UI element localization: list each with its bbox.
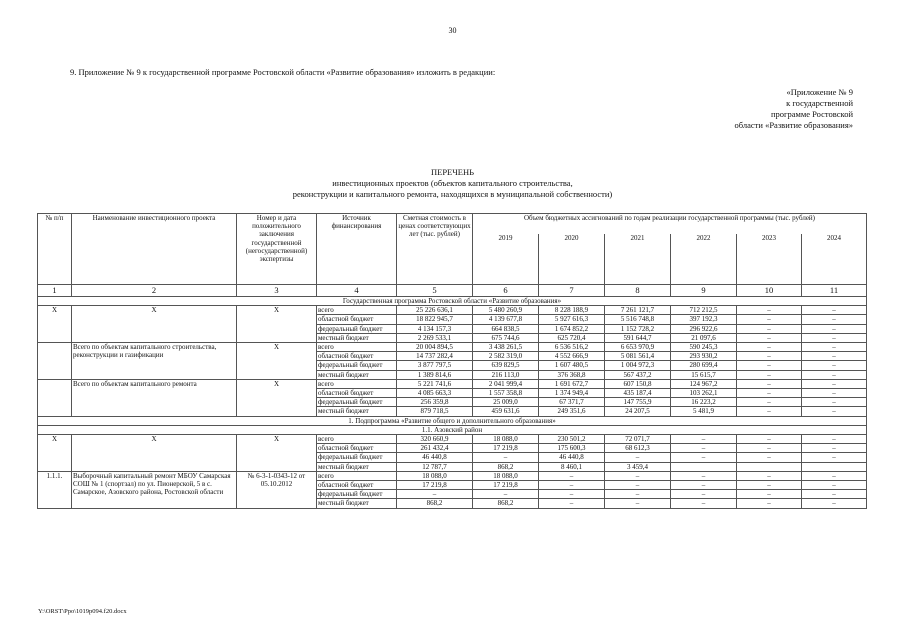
amount-cell: – <box>802 389 867 398</box>
amount-cell: – <box>737 490 802 499</box>
amount-cell: – <box>802 444 867 453</box>
funding-source: федеральный бюджет <box>317 490 397 499</box>
funding-source: федеральный бюджет <box>317 361 397 370</box>
header-no: № п/п <box>38 214 72 285</box>
header-year: 2023 <box>737 234 802 285</box>
amount-cell: 1 389 814,6 <box>397 370 473 379</box>
amount-cell: 72 071,7 <box>605 435 671 444</box>
funding-source: всего <box>317 471 397 480</box>
page-number: 30 <box>448 26 457 35</box>
header-year: 2021 <box>605 234 671 285</box>
amount-cell: – <box>671 499 737 508</box>
expertise-conclusion: № 6-3-1-0343-12 от 05.10.2012 <box>237 471 317 508</box>
header-year: 2024 <box>802 234 867 285</box>
amount-cell: 8 460,1 <box>539 462 605 471</box>
header-year: 2022 <box>671 234 737 285</box>
amount-cell: 147 755,9 <box>605 398 671 407</box>
amount-cell: – <box>802 499 867 508</box>
column-index-row <box>38 285 867 297</box>
amount-cell: 7 261 121,7 <box>605 306 671 315</box>
amount-cell: – <box>737 453 802 462</box>
appendix-line: области «Развитие образования» <box>734 120 853 130</box>
footer-file-path: Y:\ORST\Ppo\1019p094.f20.docx <box>38 608 127 615</box>
amount-cell: 24 207,5 <box>605 407 671 416</box>
amount-cell: – <box>802 435 867 444</box>
funding-source: областной бюджет <box>317 481 397 490</box>
amount-cell: 2 041 999,4 <box>473 379 539 388</box>
expertise-conclusion: X <box>237 435 317 472</box>
funding-source: федеральный бюджет <box>317 324 397 333</box>
subprogram-title: 1. Подпрограмма «Развитие общего и дополнительного образования» <box>38 416 867 425</box>
funding-source: всего <box>317 379 397 388</box>
amount-cell: – <box>671 471 737 480</box>
funding-source: местный бюджет <box>317 499 397 508</box>
amount-cell: 230 501,2 <box>539 435 605 444</box>
amount-cell: – <box>539 490 605 499</box>
amount-cell: 868,2 <box>473 499 539 508</box>
amount-cell: 46 440,8 <box>539 453 605 462</box>
funding-source: местный бюджет <box>317 370 397 379</box>
amount-cell: – <box>737 499 802 508</box>
investment-projects-table <box>37 213 866 509</box>
row-number <box>38 343 72 380</box>
amount-cell: – <box>605 490 671 499</box>
funding-source: областной бюджет <box>317 315 397 324</box>
amount-cell: 3 438 261,5 <box>473 343 539 352</box>
amount-cell: 5 221 741,6 <box>397 379 473 388</box>
amount-cell: 435 187,4 <box>605 389 671 398</box>
amount-cell: 6 653 970,9 <box>605 343 671 352</box>
amount-cell: 280 699,4 <box>671 361 737 370</box>
amount-cell: 639 829,5 <box>473 361 539 370</box>
amount-cell: – <box>737 389 802 398</box>
amount-cell <box>737 462 802 471</box>
project-name: Выборочный капитальный ремонт МБОУ Самарская СОШ № 1 (спортзал) по ул. Пионерской, 5 в с. Самарское, Азовского района, Ростовской области <box>72 471 237 508</box>
amount-cell: 664 838,5 <box>473 324 539 333</box>
table-row <box>38 435 867 444</box>
amount-cell: 18 822 945,7 <box>397 315 473 324</box>
document-title <box>0 167 905 200</box>
amount-cell: – <box>671 490 737 499</box>
amount-cell: 249 351,6 <box>539 407 605 416</box>
project-name: Всего по объектам капитального строительства, реконструкции и газификации <box>72 343 237 380</box>
funding-source: областной бюджет <box>317 352 397 361</box>
amount-cell: 4 134 157,3 <box>397 324 473 333</box>
amount-cell: – <box>802 306 867 315</box>
amount-cell: – <box>737 315 802 324</box>
amount-cell: 296 922,6 <box>671 324 737 333</box>
amount-cell: 67 371,7 <box>539 398 605 407</box>
header-cost: Сметная стоимость в ценах соответствующих лет (тыс. рублей) <box>397 214 473 285</box>
program-title-row <box>38 297 867 306</box>
amount-cell: 293 930,2 <box>671 352 737 361</box>
amount-cell: 1 557 358,8 <box>473 389 539 398</box>
amount-cell: – <box>802 398 867 407</box>
expertise-conclusion: X <box>237 306 317 343</box>
amount-cell: – <box>671 453 737 462</box>
district-title: 1.1. Азовский район <box>38 425 867 434</box>
table-row <box>38 379 867 388</box>
amount-cell: 124 967,2 <box>671 379 737 388</box>
amount-cell: 320 660,9 <box>397 435 473 444</box>
amount-cell: – <box>737 324 802 333</box>
amount-cell: 4 139 677,8 <box>473 315 539 324</box>
amount-cell: 14 737 282,4 <box>397 352 473 361</box>
amount-cell: – <box>605 471 671 480</box>
amount-cell: – <box>802 370 867 379</box>
amount-cell: 868,2 <box>473 462 539 471</box>
project-name: X <box>72 306 237 343</box>
column-index: 11 <box>802 285 867 297</box>
amount-cell: 2 582 319,0 <box>473 352 539 361</box>
funding-source: всего <box>317 435 397 444</box>
amount-cell: 18 088,0 <box>473 435 539 444</box>
amount-cell: 1 674 852,2 <box>539 324 605 333</box>
amount-cell: 261 432,4 <box>397 444 473 453</box>
amount-cell: – <box>737 343 802 352</box>
amount-cell: 5 480 260,9 <box>473 306 539 315</box>
funding-source: областной бюджет <box>317 389 397 398</box>
amount-cell: – <box>802 453 867 462</box>
amount-cell: 175 600,3 <box>539 444 605 453</box>
column-index: 7 <box>539 285 605 297</box>
amount-cell: – <box>605 499 671 508</box>
project-name: Всего по объектам капитального ремонта <box>72 379 237 416</box>
row-number: X <box>38 435 72 472</box>
amount-cell: 20 004 894,5 <box>397 343 473 352</box>
amount-cell: – <box>802 343 867 352</box>
expertise-conclusion: X <box>237 343 317 380</box>
amount-cell: – <box>737 370 802 379</box>
header-year: 2019 <box>473 234 539 285</box>
amount-cell: 25 009,0 <box>473 398 539 407</box>
amount-cell: 12 787,7 <box>397 462 473 471</box>
amount-cell: – <box>802 352 867 361</box>
amount-cell: 1 607 480,5 <box>539 361 605 370</box>
amount-cell: – <box>802 361 867 370</box>
amount-cell <box>671 462 737 471</box>
amount-cell: 3 877 797,5 <box>397 361 473 370</box>
amount-cell: – <box>539 481 605 490</box>
amount-cell: – <box>671 481 737 490</box>
appendix-reference <box>653 87 853 131</box>
funding-source: всего <box>317 306 397 315</box>
amount-cell: – <box>605 453 671 462</box>
header-conclusion: Номер и дата положительного заключения государственной (негосударственной) экспертизы <box>237 214 317 285</box>
header-year: 2020 <box>539 234 605 285</box>
header-name: Наименование инвестиционного проекта <box>72 214 237 285</box>
expertise-conclusion: X <box>237 379 317 416</box>
amount-cell: – <box>539 471 605 480</box>
amount-cell: – <box>802 324 867 333</box>
amount-cell: 567 437,2 <box>605 370 671 379</box>
amount-cell: 459 631,6 <box>473 407 539 416</box>
funding-source: местный бюджет <box>317 333 397 342</box>
amount-cell: – <box>802 490 867 499</box>
row-number: 1.1.1. <box>38 471 72 508</box>
amount-cell: 8 228 188,9 <box>539 306 605 315</box>
column-index: 9 <box>671 285 737 297</box>
amount-cell: 607 150,8 <box>605 379 671 388</box>
amount-cell: 590 245,3 <box>671 343 737 352</box>
amount-cell: – <box>671 435 737 444</box>
amount-cell: – <box>737 352 802 361</box>
row-number <box>38 379 72 416</box>
amount-cell: 1 691 672,7 <box>539 379 605 388</box>
amount-cell: – <box>605 481 671 490</box>
amount-cell: 17 219,8 <box>473 444 539 453</box>
funding-source: местный бюджет <box>317 462 397 471</box>
amount-cell: 5 516 748,8 <box>605 315 671 324</box>
amount-cell: – <box>737 435 802 444</box>
amount-cell: – <box>473 453 539 462</box>
amount-cell: 1 004 972,3 <box>605 361 671 370</box>
amount-cell: – <box>539 499 605 508</box>
header-volume: Объем бюджетных ассигнований по годам реализации государственной программы (тыс. рублей) <box>473 214 867 235</box>
title-line: инвестиционных проектов (объектов капитального строительства, <box>332 178 573 188</box>
funding-source: областной бюджет <box>317 444 397 453</box>
appendix-line: к государственной <box>786 98 853 108</box>
amount-cell: 25 226 636,1 <box>397 306 473 315</box>
amount-cell: 216 113,0 <box>473 370 539 379</box>
funding-source: федеральный бюджет <box>317 398 397 407</box>
title-line: реконструкции и капитального ремонта, находящихся в муниципальной собственности) <box>292 189 613 199</box>
table-row <box>38 471 867 480</box>
funding-source: местный бюджет <box>317 407 397 416</box>
amount-cell: – <box>802 315 867 324</box>
funding-source: федеральный бюджет <box>317 453 397 462</box>
amount-cell: – <box>737 471 802 480</box>
amount-cell: – <box>737 333 802 342</box>
amount-cell: 868,2 <box>397 499 473 508</box>
amount-cell: 18 088,0 <box>397 471 473 480</box>
amount-cell: 675 744,6 <box>473 333 539 342</box>
amount-cell: 1 374 949,4 <box>539 389 605 398</box>
amount-cell: 21 097,6 <box>671 333 737 342</box>
amount-cell: 397 192,3 <box>671 315 737 324</box>
amount-cell: 17 219,8 <box>397 481 473 490</box>
amount-cell <box>802 462 867 471</box>
amount-cell: 46 440,8 <box>397 453 473 462</box>
header-source: Источник финансирования <box>317 214 397 285</box>
column-index: 8 <box>605 285 671 297</box>
amount-cell: – <box>802 481 867 490</box>
table-row <box>38 306 867 315</box>
intro-paragraph: 9. Приложение № 9 к государственной программе Ростовской области «Развитие образования» изложить в редакции: <box>70 67 496 77</box>
column-index: 4 <box>317 285 397 297</box>
amount-cell: 15 615,7 <box>671 370 737 379</box>
amount-cell: 6 536 516,2 <box>539 343 605 352</box>
amount-cell: 68 612,3 <box>605 444 671 453</box>
amount-cell: – <box>737 407 802 416</box>
amount-cell: – <box>802 471 867 480</box>
amount-cell: – <box>737 361 802 370</box>
amount-cell: 1 152 728,2 <box>605 324 671 333</box>
column-index: 2 <box>72 285 237 297</box>
amount-cell: 5 481,9 <box>671 407 737 416</box>
amount-cell: – <box>737 379 802 388</box>
amount-cell: 3 459,4 <box>605 462 671 471</box>
amount-cell: – <box>737 306 802 315</box>
amount-cell: 4 552 666,9 <box>539 352 605 361</box>
amount-cell: – <box>802 379 867 388</box>
amount-cell: – <box>802 407 867 416</box>
amount-cell: – <box>802 333 867 342</box>
amount-cell: – <box>397 490 473 499</box>
amount-cell: – <box>737 444 802 453</box>
project-name: X <box>72 435 237 472</box>
program-title: Государственная программа Ростовской области «Развитие образования» <box>38 297 867 306</box>
title-line: ПЕРЕЧЕНЬ <box>431 167 474 177</box>
column-index: 3 <box>237 285 317 297</box>
amount-cell: 591 644,7 <box>605 333 671 342</box>
amount-cell: – <box>737 481 802 490</box>
amount-cell: – <box>737 398 802 407</box>
amount-cell: 103 262,1 <box>671 389 737 398</box>
amount-cell: 2 269 533,1 <box>397 333 473 342</box>
funding-source: всего <box>317 343 397 352</box>
amount-cell: 4 085 663,3 <box>397 389 473 398</box>
amount-cell: 5 081 561,4 <box>605 352 671 361</box>
subprogram-title-row <box>38 416 867 425</box>
amount-cell: 256 359,8 <box>397 398 473 407</box>
row-number: X <box>38 306 72 343</box>
appendix-line: программе Ростовской <box>770 109 853 119</box>
table-row <box>38 343 867 352</box>
amount-cell: 712 212,5 <box>671 306 737 315</box>
amount-cell: 17 219,8 <box>473 481 539 490</box>
amount-cell: 625 720,4 <box>539 333 605 342</box>
amount-cell: – <box>473 490 539 499</box>
district-title-row <box>38 425 867 434</box>
amount-cell: 879 718,5 <box>397 407 473 416</box>
column-index: 10 <box>737 285 802 297</box>
amount-cell: 5 927 616,3 <box>539 315 605 324</box>
column-index: 1 <box>38 285 72 297</box>
column-index: 5 <box>397 285 473 297</box>
column-index: 6 <box>473 285 539 297</box>
amount-cell: 18 088,0 <box>473 471 539 480</box>
amount-cell: 16 223,2 <box>671 398 737 407</box>
appendix-line: «Приложение № 9 <box>786 87 853 97</box>
header-row <box>38 214 867 235</box>
amount-cell: 376 368,8 <box>539 370 605 379</box>
amount-cell: – <box>671 444 737 453</box>
